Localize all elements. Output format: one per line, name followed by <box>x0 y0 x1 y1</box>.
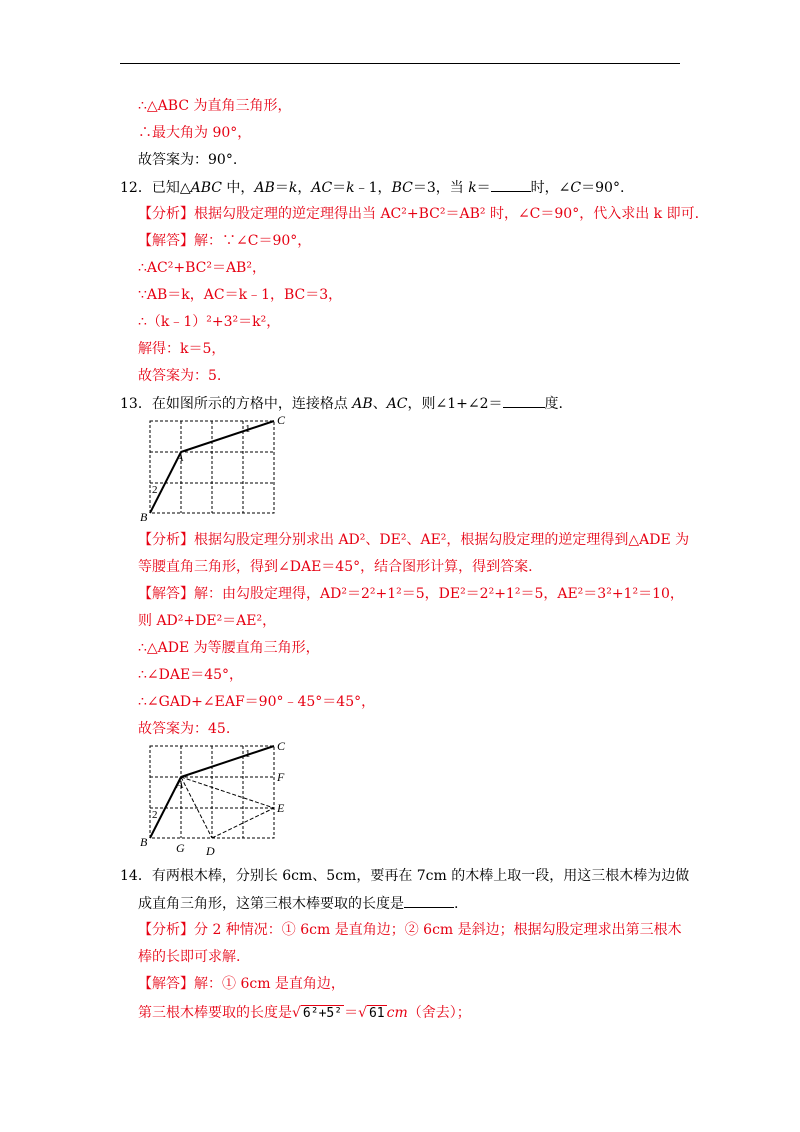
q13-analysis-line-1: 【分析】根据勾股定理分别求出 AD²、DE²、AE²，根据勾股定理的逆定理得到△ADE 为 <box>138 532 690 548</box>
q12-number: 12． <box>120 180 152 196</box>
q12-stem: 12．已知△ABC 中，AB＝k，AC＝k﹣1，BC＝3，当 k＝ 时，∠C＝90°. <box>120 177 624 198</box>
segment-AC <box>181 746 274 777</box>
q13-number: 13． <box>120 396 152 412</box>
sqrt-expression-2: √ 61 <box>358 1005 385 1021</box>
q13-step-3: ∴∠DAE＝45°， <box>138 667 244 683</box>
q13-solution-line-1: 【解答】解：由勾股定理得，AD²＝2²+1²＝5，DE²＝2²+1²＝5，AE²＝3²+1²＝10， <box>138 586 684 602</box>
header-rule <box>120 63 680 64</box>
q12-step-3: ∴（k﹣1）²+3²＝k²， <box>138 314 281 330</box>
angle-label-1: 1 <box>245 748 251 760</box>
q14-solution-line-1: 【解答】解：① 6cm 是直角边， <box>138 976 345 992</box>
angle-label-2: 2 <box>152 484 158 496</box>
label-A: A <box>176 777 184 791</box>
q14-number: 14． <box>120 868 152 884</box>
q14-analysis-line-2: 棒的长即可求解. <box>138 949 241 965</box>
q12-step-1: ∴AC²+BC²＝AB²， <box>138 260 266 276</box>
q14-stem-line-1: 14．有两根木棒，分别长 6cm、5cm，要再在 7cm 的木棒上取一段，用这三根木棒为边做 <box>120 868 690 884</box>
q12-solution: 【解答】解：∵∠C＝90°， <box>138 233 312 249</box>
label-F: F <box>277 770 285 784</box>
q13-answer-blank <box>503 393 545 408</box>
segment-AC <box>181 421 274 452</box>
q12-analysis: 【分析】根据勾股定理的逆定理得出当 AC²+BC²＝AB² 时，∠C＝90°，代入求出 k 即可. <box>138 206 700 222</box>
sqrt-expression-1: √ 6²+5² <box>292 1005 343 1021</box>
grid-figure-1 <box>138 413 298 523</box>
q14-analysis-line-1: 【分析】分 2 种情况：① 6cm 是直角边；② 6cm 是斜边；根据勾股定理求出第三根木 <box>138 922 682 938</box>
label-B: B <box>140 835 148 849</box>
q12-step-5: 故答案为：5. <box>138 368 222 384</box>
label-B: B <box>140 510 148 523</box>
grid-lines <box>150 746 274 838</box>
prev-answer: 故答案为：90°. <box>138 152 238 168</box>
q14-step-1: 第三根木棒要取的长度是√ 6²+5² ＝√ 61 cm（舍去）； <box>138 1003 471 1024</box>
q13-step-2: ∴△ADE 为等腰直角三角形， <box>138 640 320 656</box>
q12-step-2: ∵AB＝k，AC＝k﹣1，BC＝3， <box>138 287 343 303</box>
grid-lines <box>150 421 274 513</box>
prev-line-1: ∴△ABC 为直角三角形， <box>138 98 292 114</box>
label-A: A <box>176 450 184 464</box>
prev-line-2: ∴最大角为 90°， <box>138 125 252 141</box>
angle-label-1: 1 <box>245 423 251 435</box>
q13-stem: 13．在如图所示的方格中，连接格点 AB、AC，则∠1+∠2＝ 度. <box>120 393 563 414</box>
q12-step-4: 解得：k＝5， <box>138 341 226 357</box>
q13-step-5: 故答案为：45. <box>138 721 231 737</box>
label-G: G <box>176 841 185 855</box>
label-D: D <box>206 844 215 858</box>
label-E: E <box>277 801 285 815</box>
q14-answer-blank <box>404 893 454 908</box>
q13-analysis-line-2: 等腰直角三角形，得到∠DAE＝45°，结合图形计算，得到答案. <box>138 559 533 575</box>
grid-figure-2 <box>138 738 303 860</box>
label-C: C <box>277 739 286 753</box>
q14-stem-line-2: 成直角三角形，这第三根木棒要取的长度是 . <box>138 893 458 914</box>
angle-label-2: 2 <box>152 809 158 821</box>
q13-step-1: 则 AD²+DE²＝AE²， <box>138 613 277 629</box>
label-C: C <box>277 413 286 427</box>
q13-step-4: ∴∠GAD+∠EAF＝90°﹣45°＝45°， <box>138 694 376 710</box>
q12-answer-blank <box>491 177 531 192</box>
